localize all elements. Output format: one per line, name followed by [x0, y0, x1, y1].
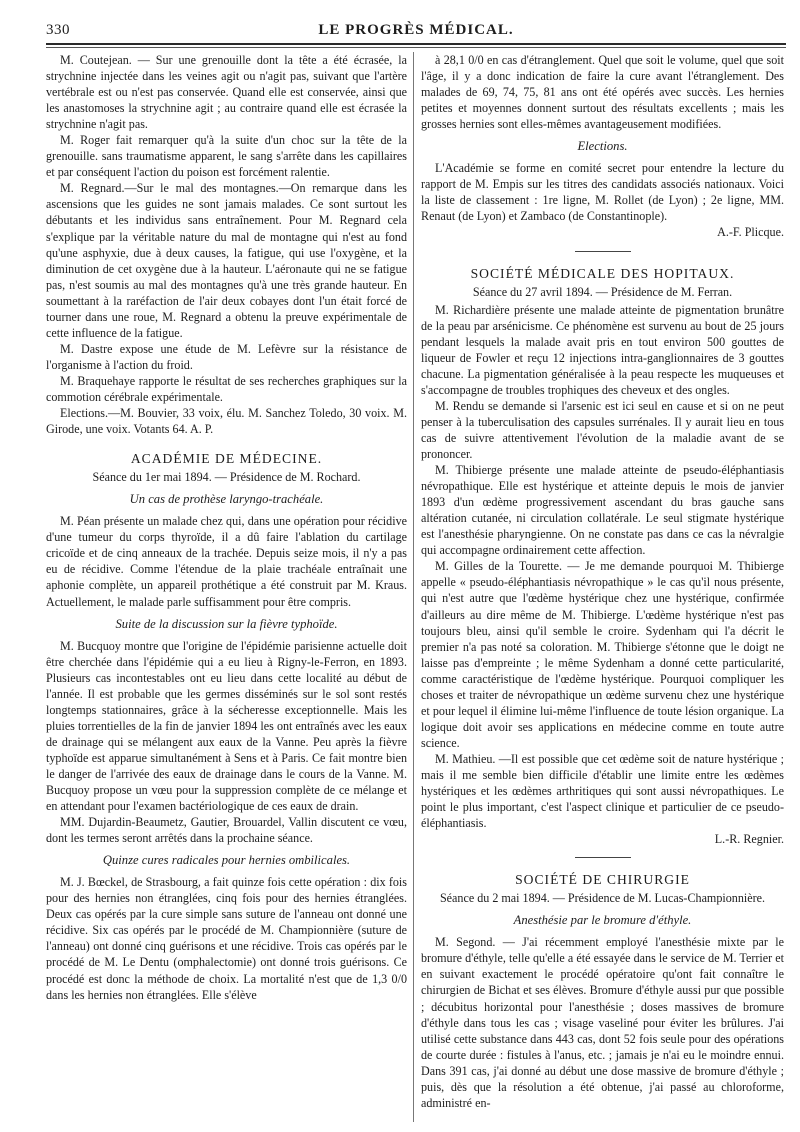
seance-line: Séance du 27 avril 1894. — Présidence de M. Ferran.	[472, 284, 733, 299]
section-divider	[575, 251, 631, 252]
seance-line: Séance du 2 mai 1894. — Présidence de M. Lucas-Championnière.	[439, 891, 766, 906]
journal-title: LE PROGRÈS MÉDICAL.	[318, 22, 514, 38]
subtitle: Quinze cures radicales pour hernies ombilicales.	[102, 853, 351, 868]
column-divider	[413, 52, 414, 1122]
paragraph	[46, 405, 407, 437]
paragraph: M. Rendu se demande si l'arsenic est ici seul en cause et si on ne peut penser à la tuberculisation des capsules surrénales. Il y aurait lieu en tous cas de suivre attentivement l'évolution de la maladie avant de se prononcer.	[421, 398, 784, 462]
paragraph: M. Roger fait remarquer qu'à la suite d'un choc sur la tête de la grenouille. sans traumatisme apparent, le sang s'arrête dans les capillaires et par conséquent l'action du poison est forcément ralentie.	[46, 133, 407, 180]
paragraph: M. Thibierge présente une malade atteinte de pseudo-éléphantiasis névropathique. Elle est hystérique et atteinte depuis le mois de janvier 1893 d'un œdème progressivement ascendant du bras gauche sans altération cutanée, ni circulation collatérale. Le seul stigmate hystérique est l'anesthésie pharyngienne. On ne constate pas dans ce cas la névralgie qui accompagne ordinairement cette affection.	[421, 463, 784, 558]
right-column	[421, 52, 784, 1111]
subtitle: Un cas de prothèse laryngo-trachéale.	[129, 492, 324, 507]
paragraph: M. Bucquoy montre que l'origine de l'épidémie parisienne actuelle doit être cherchée dans l'épidémie qui a eu lieu à Rigny-le-Ferron, en 1893. Plusieurs cas incontestables ont eu lieu dans cette localité au début de l'année. Il est probable que les germes disséminés sur le sol sont restés longtemps stationnaires, grâce à la sécheresse exceptionnelle. Mais les pluies torrentielles de la fin de janvier 1894 les ont entraînés avec les eaux de drainage qui se mélangent aux eaux de la Vanne. Peu après la fièvre typhoïde est apparue simultanément à Sens et à Paris. Ce fait montre bien le danger de l'arrivée des eaux de drainage dans le cours de la Vanne. M. Bucquoy propose un vœu pour la suppression complète de ce mélange et en attendant pour l'examen bactériologique de ces eaux de drain.	[46, 638, 407, 814]
paragraph: M. Braquehaye rapporte le résultat de ses recherches graphiques sur la commotion cérébrale expérimentale.	[46, 373, 407, 404]
subtitle: Suite de la discussion sur la fièvre typhoïde.	[115, 616, 338, 631]
paragraph: MM. Dujardin-Beaumetz, Gautier, Brouardel, Vallin discutent ce vœu, dont les termes seront arrêtés dans la prochaine séance.	[46, 815, 407, 846]
page-number: 330	[46, 22, 70, 38]
paragraph: M. Richardière présente une malade atteinte de pigmentation brunâtre de la peau par arsénicisme. Ce phénomène est survenu au bout de 25 jours pendant lesquels la malade avait pris en tout environ 500 gouttes de liqueur de Fowler et reçu 12 injections intra-ganglionnaires de 3 gouttes chacune. La pigmentation généralisée à la peau respecte les muqueuses et s'accompagne de troubles trophiques des cheveux et des ongles.	[421, 302, 784, 397]
left-column	[46, 52, 407, 1003]
paragraph: M. Péan présente un malade chez qui, dans une opération pour récidive d'une tumeur du corps thyroïde, il a dû faire l'ablation du cartilage cricoïde et de cinq anneaux de la trachée. Depuis seize mois, il n'y a pas eu de récidive. Comme l'étendue de la plaie trachéale entraînait une aphonie complète, un appareil prothétique a été construit par M. Kraus. Actuellement, le malade parle suffisamment pour être compris.	[46, 514, 407, 609]
paragraph: M. Coutejean. — Sur une grenouille dont la tête a été écrasée, la strychnine injectée dans les veines agit ou n'agit pas, suivant que l'artère vertébrale est ou n'est pas conservée. Quand elle est conservée, ainsi que les anastomoses la strychnine agit ; au contraire quand elle est écrasée la strychnine n'agit pas.	[46, 53, 407, 132]
header-rule-thin	[46, 47, 786, 48]
paragraph: à 28,1 0/0 en cas d'étranglement. Quel que soit le volume, quel que soit l'âge, il y a donc indication de faire la cure avant l'étranglement. Des malades de 69, 74, 75, 81 ans ont été opérés avec succès. Les hernies petites et moyennes donnent surtout des résultats excellents ; mais les grosses hernies sont elles-mêmes avantageusement modifiées.	[421, 53, 784, 132]
signature: A. P.	[190, 422, 214, 437]
paragraph: M. Dastre expose une étude de M. Lefèvre sur la résistance de l'organisme à l'action du froid.	[46, 341, 407, 372]
subtitle-elections: Elections.	[577, 139, 628, 154]
elections-text: Elections.—M. Bouvier, 33 voix, élu. M. Sanchez Toledo, 30 voix. M. Girode, une voix. Votants 64.	[46, 406, 407, 437]
running-head	[46, 22, 786, 42]
signature: L.-R. Regnier.	[714, 832, 784, 847]
paragraph: M. Regnard.—Sur le mal des montagnes.—On remarque dans les ascensions que les guides ne sont jamais malades. Ce sont surtout les débutants et les individus sans entraînement. Pour M. Regnard cela s'explique par la véritable nature du mal de montagne qui n'est au fond qu'une asphyxie, due à deux causes, la fatigue, qui use l'oxygène, et la diminution de cet oxygène due à la hauteur. L'aéronaute qui ne se fatigue pas, n'est soumis au mal des montagnes qu'à une très grande hauteur. En soumettant à la raréfaction de l'air deux cobayes dont l'un était forcé de tourner dans une roue, M. Regnard a obtenu la preuve expérimentale de cette influence de la fatigue.	[46, 181, 407, 340]
section-title-chirurgie: SOCIÉTÉ DE CHIRURGIE	[515, 872, 690, 888]
signature: A.-F. Plicque.	[717, 225, 784, 240]
subtitle: Anesthésie par le bromure d'éthyle.	[513, 913, 692, 928]
seance-line: Séance du 1er mai 1894. — Présidence de M. Rochard.	[92, 470, 361, 485]
paragraph: M. Mathieu. —Il est possible que cet œdème soit de nature hystérique ; mais il me semble bien difficile d'établir une limite entre les œdèmes hystériques et les œdèmes arthritiques qui sont aussi névropathiques. Le point le plus important, c'est l'aspect clinique et particulier de ce pseudo-éléphantiasis.	[421, 751, 784, 831]
header-rule	[46, 43, 786, 45]
paragraph: L'Académie se forme en comité secret pour entendre la lecture du rapport de M. Empis sur les titres des candidats associés nationaux. Voici la liste de classement : 1re ligne, M. Rollet (de Lyon) ; 2e ligne, MM. Renaut (de Lyon) et Zambaco (de Constantinople).	[421, 161, 784, 224]
paragraph: M. J. Bœckel, de Strasbourg, a fait quinze fois cette opération : dix fois pour des hernies non étranglées, cinq fois pour des hernies étranglées. Deux cas opérés par la cure simple sans suture de l'anneau ont donné une récidive. Six cas opérés par le procédé de M. Championnière (suture de l'anneau) ont donné cinq guérisons et une récidive. Trois cas opérés par le procédé de M. Le Dentu (omphalectomie) ont donné trois guérisons. Ce procédé est donc la méthode de choix. La mortalité n'est que de 1,3 0/0 dans les hernies non étranglées. Elle s'élève	[46, 875, 407, 1002]
paragraph: M. Segond. — J'ai récemment employé l'anesthésie mixte par le bromure d'éthyle, telle qu'elle a été essayée dans le service de M. Terrier et en suivant exactement le procédé opératoire qu'ont fait connaître le chirurgien de Bichat et ses élèves. Bromure d'éthyle aussi pur que possible ; décubitus horizontal pour l'anesthésie ; doses massives de bromure d'éthyle dans tous les cas ; visage vaseliné pour éviter les brûlures. J'ai utilisé cette substance dans 443 cas, dont 52 fois seule pour des opérations de courte durée : fistules à l'anus, etc. ; jamais je n'ai eu le moindre ennui. Dans 391 cas, j'ai donné au début une dose massive de bromure d'éthyle ; puis, dès que la résolution a été obtenue, j'ai passé au chloroforme, administré en-	[421, 935, 784, 1110]
section-divider	[575, 857, 631, 858]
section-title-hopitaux: SOCIÉTÉ MÉDICALE DES HOPITAUX.	[470, 265, 735, 281]
paragraph: M. Gilles de la Tourette. — Je me demande pourquoi M. Thibierge appelle « pseudo-éléphantiasis névropathique » le cas qu'il nous présente, qui n'est autre que l'œdème hystérique chez une hystérique, confirmée d'ailleurs au dire même de M. Thibierge. L'œdème hystérique n'est pas toujours bleu, ainsi qu'il semble le croire. Sydenham qui l'a décrit le premier n'a pas noté sa coloration. M. Thibierge s'étonne que le doigt ne laisse pas d'empreinte ; le même Sydenham a donné cette particularité, comme caractéristique de l'œdème hystérique. Pourquoi compliquer les choses et traiter de névropathique un œdème survenu chez une hystérique et pour lequel il élimine lui-même l'influence de toute lésion organique. La logique doit avoir ses applications en médecine comme en toute autre science.	[421, 559, 784, 750]
section-title-academie: ACADÉMIE DE MÉDECINE.	[130, 451, 323, 467]
